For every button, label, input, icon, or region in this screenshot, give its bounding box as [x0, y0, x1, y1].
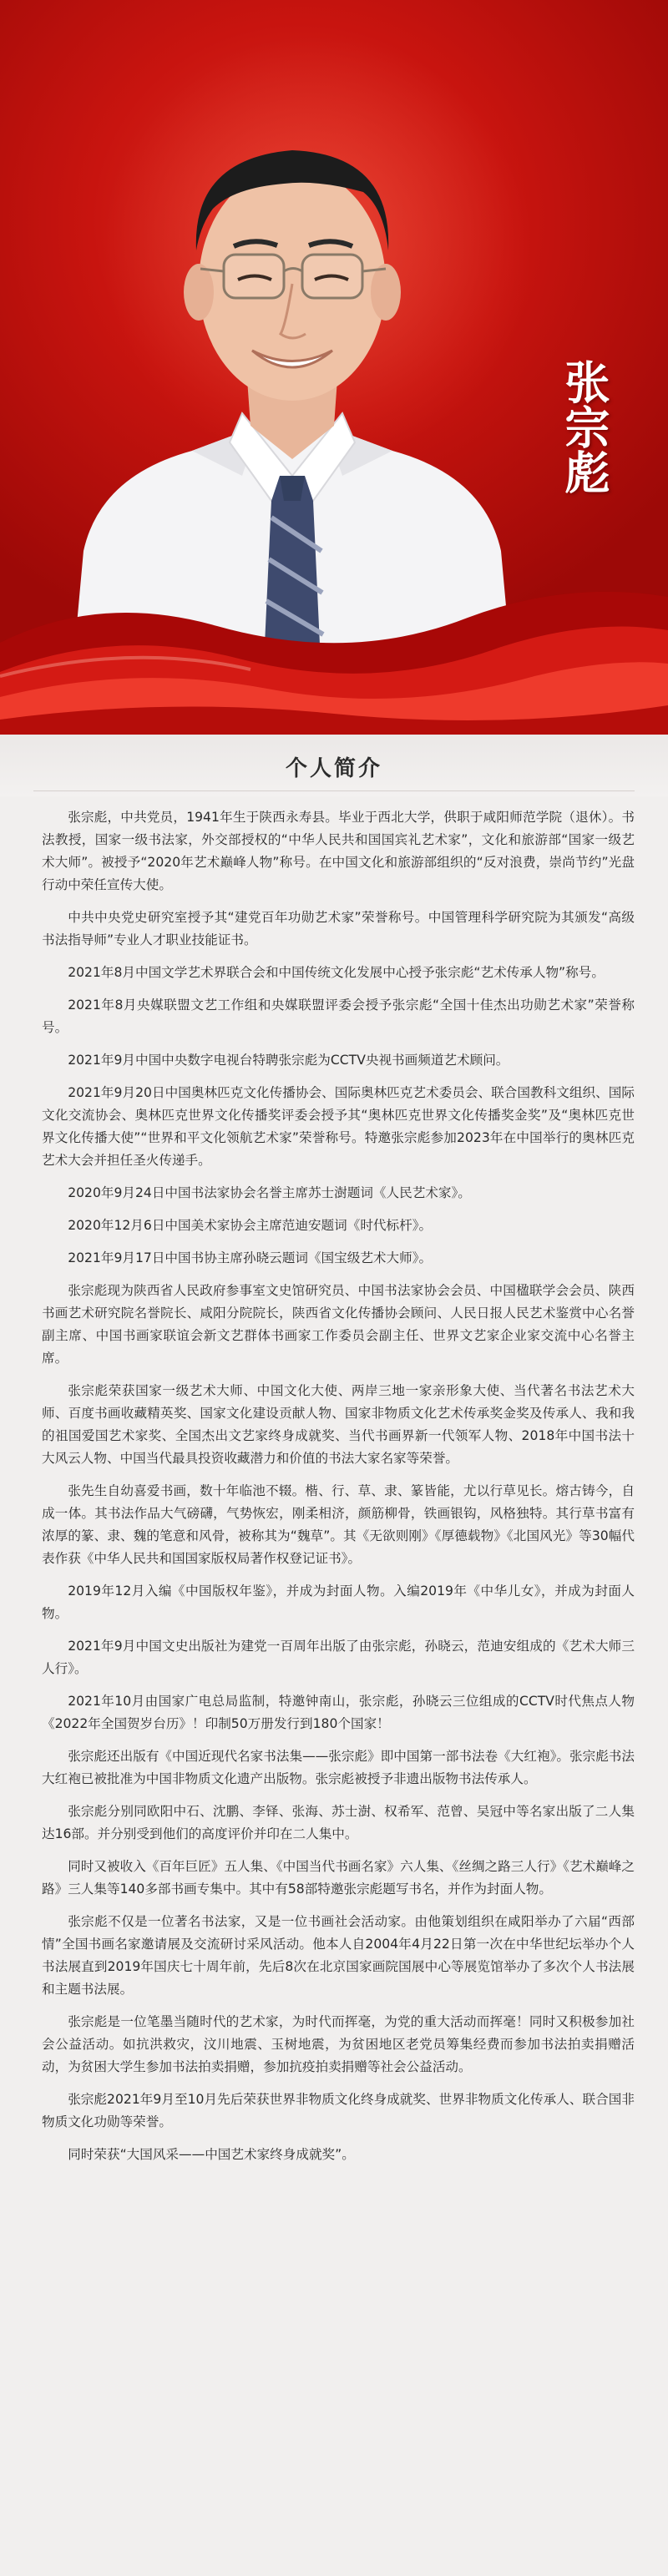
- paragraph: 张先生自幼喜爱书画，数十年临池不辍。楷、行、草、隶、篆皆能，尤以行草见长。熔古铸今，自成一体。其书法作品大气磅礴，气势恢宏，刚柔相济，颜筋柳骨，铁画银钩，风格独特。其行草书富有浓厚的篆、隶、魏的笔意和风骨，被称其为“魏草”。其《无欲则刚》《厚德载物》《北国风光》等30幅代表作获《中华人民共和国国家版权局著作权登记证书》。: [42, 1483, 635, 1566]
- paragraph: 张宗彪荣获国家一级艺术大师、中国文化大使、两岸三地一家亲形象大使、当代著名书法艺术大师、百度书画收藏精英奖、国家文化建设贡献人物、国家非物质文化艺术传承奖金奖及传承人、我和我的祖国爱国艺术家奖、全国杰出文艺家终身成就奖、当代书画界新一代领军人物、2018年中国书法十大风云人物、中国当代最具投资收藏潜力和价值的书法大家名家等荣誉。: [42, 1383, 635, 1466]
- paragraph: 张宗彪还出版有《中国近现代名家书法集——张宗彪》即中国第一部书法卷《大红袍》。张宗彪书法大红袍已被批准为中国非物质文化遗产出版物。张宗彪被授予非遗出版物书法传承人。: [42, 1749, 635, 1786]
- paragraph: 中共中央党史研究室授予其“建党百年功勋艺术家”荣誉称号。中国管理科学研究院为其颁发“高级书法指导师”专业人才职业技能证书。: [42, 910, 635, 947]
- name-calligraphy: 张宗彪: [558, 359, 611, 494]
- paragraph: 张宗彪，中共党员，1941年生于陕西永寿县。毕业于西北大学，供职于咸阳师范学院（退休）。书法教授，国家一级书法家，外交部授权的“中华人民共和国国宾礼艺术家”，文化和旅游部“国家一级艺术大师”。被授予“2020年艺术巅峰人物”称号。在中国文化和旅游部组织的“反对浪费，崇尚节约”光盘行动中荣任宣传大使。: [42, 810, 635, 892]
- paragraph: 2021年9月17日中国书协主席孙晓云题词《国宝级艺术大师》。: [68, 1250, 433, 1265]
- paragraph: 2021年10月由国家广电总局监制，特邀钟南山，张宗彪，孙晓云三位组成的CCTV时代焦点人物《2022年全国贺岁台历》！印制50万册发行到180个国家！: [42, 1694, 635, 1731]
- paragraph: 2021年8月央媒联盟文艺工作组和央媒联盟评委会授予张宗彪“全国十佳杰出功勋艺术家”荣誉称号。: [42, 998, 635, 1035]
- paragraph: 张宗彪不仅是一位著名书法家，又是一位书画社会活动家。由他策划组织在咸阳举办了六届“西部情”全国书画名家邀请展及交流研讨采风活动。他本人自2004年4月22日第一次在中华世纪坛举办个人书法展直到2019年国庆七十周年前，先后8次在北京国家画院国展中心等展览馆举办了多次个人书法展和主题书法展。: [42, 1914, 635, 1997]
- paragraph: 张宗彪2021年9月至10月先后荣获世界非物质文化终身成就奖、世界非物质文化传承人、联合国非物质文化功勋等荣誉。: [42, 2092, 635, 2129]
- paragraph: 张宗彪是一位笔墨当随时代的艺术家，为时代而挥毫，为党的重大活动而挥毫！同时又积极参加社会公益活动。如抗洪救灾，汶川地震、玉树地震，为贫困地区老党员筹集经费而参加书法拍卖捐赠活动，为贫困大学生参加书法拍卖捐赠，参加抗疫拍卖捐赠等社会公益活动。: [42, 2014, 635, 2074]
- paragraph: 同时荣获“大国风采——中国艺术家终身成就奖”。: [68, 2147, 355, 2162]
- biography-text: [42, 806, 635, 2176]
- paragraph: 2020年9月24日中国书法家协会名誉主席苏士澍题词《人民艺术家》。: [68, 1185, 471, 1200]
- paragraph: 2021年9月中国文史出版社为建党一百周年出版了由张宗彪，孙晓云，范迪安组成的《艺术大师三人行》。: [42, 1639, 635, 1676]
- intro-header: [0, 735, 668, 796]
- hero-banner: [0, 0, 668, 735]
- paragraph: 2020年12月6日中国美术家协会主席范迪安题词《时代标杆》。: [68, 1218, 433, 1233]
- paragraph: 张宗彪现为陕西省人民政府参事室文史馆研究员、中国书法家协会会员、中国楹联学会会员、陕西书画艺术研究院名誉院长、咸阳分院院长，陕西省文化传播协会顾问、人民日报人民艺术鉴赏中心名誉副主席、中国书画家联谊会新文艺群体书画家工作委员会副主任、世界文艺家企业家交流中心名誉主席。: [42, 1283, 635, 1366]
- section-title: 个人简介: [285, 756, 382, 781]
- paragraph: 同时又被收入《百年巨匠》五人集、《中国当代书画名家》六人集、《丝绸之路三人行》《艺术巅峰之路》三人集等140多部书画专集中。其中有58部特邀张宗彪题写书名，并作为封面人物。: [42, 1859, 635, 1897]
- paragraph: 2021年8月中国文学艺术界联合会和中国传统文化发展中心授予张宗彪“艺术传承人物”称号。: [68, 965, 605, 980]
- paragraph: 2021年9月中国中央数字电视台特聘张宗彪为CCTV央视书画频道艺术顾问。: [68, 1053, 509, 1068]
- paragraph: 张宗彪分别同欧阳中石、沈鹏、李铎、张海、苏士澍、权希军、范曾、吴冠中等名家出版了二人集达16部。并分别受到他们的高度评价并印在二人集中。: [42, 1804, 635, 1841]
- paragraph: 2021年9月20日中国奥林匹克文化传播协会、国际奥林匹克艺术委员会、联合国教科文组织、国际文化交流协会、奥林匹克世界文化传播奖评委会授予其“奥林匹克世界文化传播奖金奖”及“奥林匹克世界文化传播大使”“世界和平文化领航艺术家”荣誉称号。特邀张宗彪参加2023年在中国举行的奥林匹克艺术大会并担任圣火传递手。: [42, 1085, 635, 1168]
- paragraph: 2019年12月入编《中国版权年鉴》，并成为封面人物。入编2019年《中华儿女》，并成为封面人物。: [42, 1583, 635, 1621]
- divider: [33, 790, 635, 791]
- red-flag-decoration: [0, 518, 668, 735]
